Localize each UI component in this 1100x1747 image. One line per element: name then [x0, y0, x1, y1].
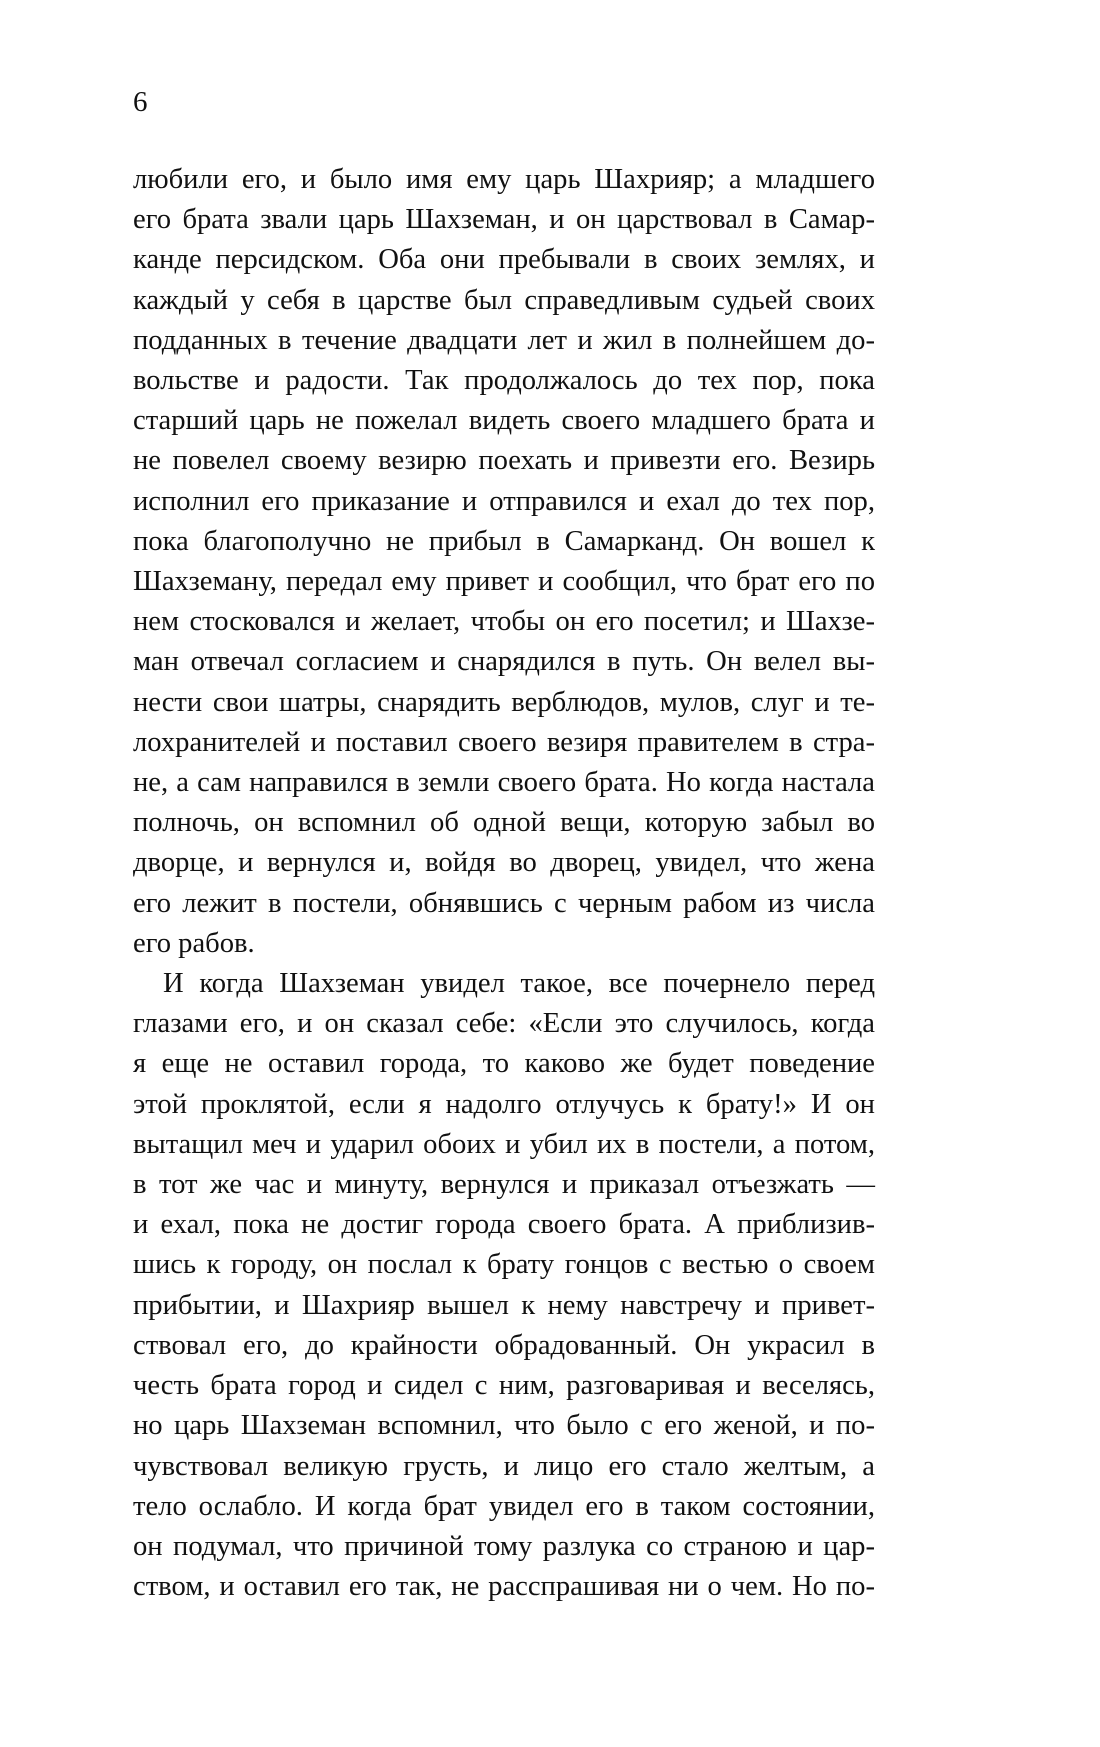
text-line: каждый у себя в царстве был справедливым судьей своих: [133, 284, 875, 316]
text-line: глазами его, и он сказал себе: «Если это случилось, когда: [133, 1008, 875, 1040]
text-line: его лежит в постели, обнявшись с черным рабом из числа: [133, 887, 875, 919]
text-line: ствовал его, до крайности обрадованный. Он украсил в: [133, 1329, 875, 1361]
text-line: любили его, и было имя ему царь Шахрияр; а младшего: [133, 164, 875, 195]
text-line: ством, и оставил его так, не расспрашивая ни о чем. Но по-: [133, 1571, 875, 1603]
text-line: шись к городу, он послал к брату гонцов с вестью о своем: [133, 1249, 875, 1281]
body-text: [133, 160, 875, 1607]
text-line: он подумал, что причиной тому разлука со страною и цар-: [133, 1530, 875, 1562]
text-line: в тот же час и минуту, вернулся и приказал отъезжать —: [133, 1169, 875, 1201]
text-line: этой проклятой, если я надолго отлучусь к брату!» И он: [133, 1088, 875, 1120]
text-line: чувствовал великую грусть, и лицо его стало желтым, а: [133, 1450, 875, 1482]
text-line: тело ослабло. И когда брат увидел его в таком состоянии,: [133, 1490, 875, 1522]
text-line: лохранителей и поставил своего везиря правителем в стра-: [133, 726, 875, 758]
text-line: И когда Шахземан увидел такое, все почернело перед: [163, 968, 875, 1000]
page-number: 6: [133, 86, 148, 118]
text-line: вольстве и радости. Так продолжалось до тех пор, пока: [133, 365, 875, 397]
text-line: но царь Шахземан вспомнил, что было с его женой, и по-: [133, 1410, 875, 1442]
text-line: канде персидском. Оба они пребывали в своих землях, и: [133, 244, 875, 276]
text-line: старший царь не пожелал видеть своего младшего брата и: [133, 405, 875, 437]
text-line: не, а сам направился в земли своего брата. Но когда настала: [133, 767, 875, 799]
text-line: я еще не оставил города, то каково же будет поведение: [133, 1048, 875, 1080]
text-line: дворце, и вернулся и, войдя во дворец, увидел, что жена: [133, 847, 875, 879]
text-line: не повелел своему везирю поехать и привезти его. Везирь: [133, 445, 875, 477]
text-line: пока благополучно не прибыл в Самарканд. Он вошел к: [133, 525, 875, 557]
text-line: подданных в течение двадцати лет и жил в полнейшем до-: [133, 324, 875, 356]
text-line: вытащил меч и ударил обоих и убил их в постели, а потом,: [133, 1128, 875, 1160]
text-line: нем стосковался и желает, чтобы он его посетил; и Шахзе-: [133, 606, 875, 638]
text-line: Шахземану, передал ему привет и сообщил, что брат его по: [133, 566, 875, 598]
text-line: его рабов.: [133, 927, 255, 959]
text-line: исполнил его приказание и отправился и ехал до тех пор,: [133, 485, 875, 517]
text-line: ман отвечал согласием и снарядился в путь. Он велел вы-: [133, 646, 875, 678]
text-line: нести свои шатры, снарядить верблюдов, мулов, слуг и те-: [133, 686, 875, 718]
text-line: честь брата город и сидел с ним, разговаривая и веселясь,: [133, 1370, 875, 1402]
text-line: его брата звали царь Шахземан, и он царствовал в Самар-: [133, 204, 875, 236]
text-line: и ехал, пока не достиг города своего брата. А приблизив-: [133, 1209, 875, 1241]
text-line: прибытии, и Шахрияр вышел к нему навстречу и привет-: [133, 1289, 875, 1321]
text-line: полночь, он вспомнил об одной вещи, которую забыл во: [133, 807, 875, 839]
